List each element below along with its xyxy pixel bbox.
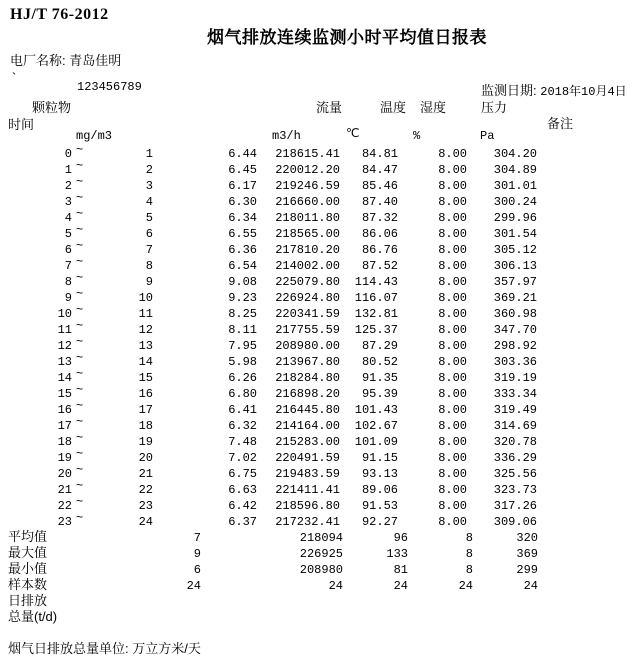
flow-value: 208980.00	[275, 339, 340, 353]
table-row	[0, 383, 642, 402]
hour-end: 21	[138, 467, 153, 481]
hour-start: 8	[64, 275, 72, 289]
pressure-value: 360.98	[493, 307, 537, 321]
particulate-value: 5.98	[228, 355, 257, 369]
pressure-value: 320.78	[493, 435, 537, 449]
temperature-value: 125.37	[354, 323, 398, 337]
pressure-value: 309.06	[493, 515, 537, 529]
humidity-value: 8.00	[438, 291, 467, 305]
tilde-mark: ~	[76, 463, 84, 477]
summary-flow: 226925	[299, 547, 343, 561]
humidity-value: 8.00	[438, 339, 467, 353]
header-temperature: 温度	[380, 100, 407, 115]
table-row	[0, 415, 642, 434]
tilde-mark: ~	[76, 399, 84, 413]
pressure-value: 301.01	[493, 179, 537, 193]
particulate-value: 8.25	[228, 307, 257, 321]
report-title: 烟气排放连续监测小时平均值日报表	[207, 28, 487, 47]
summary-particulate: 6	[193, 563, 201, 577]
humidity-value: 8.00	[438, 323, 467, 337]
hour-end: 12	[138, 323, 153, 337]
particulate-value: 9.23	[228, 291, 257, 305]
particulate-value: 6.37	[228, 515, 257, 529]
pressure-value: 369.21	[493, 291, 537, 305]
summary-label: 日排放	[8, 593, 48, 608]
temperature-value: 92.27	[361, 515, 398, 529]
summary-label: 样本数	[8, 577, 48, 592]
pressure-value: 319.19	[493, 371, 537, 385]
flow-value: 216445.80	[275, 403, 340, 417]
flow-value: 218615.41	[275, 147, 340, 161]
summary-humidity: 24	[458, 579, 473, 593]
flow-value: 216898.20	[275, 387, 340, 401]
temperature-value: 102.67	[354, 419, 398, 433]
flow-value: 214164.00	[275, 419, 340, 433]
plant-name-value: 青岛佳明	[69, 53, 122, 68]
summary-temperature: 81	[393, 563, 408, 577]
particulate-value: 7.48	[228, 435, 257, 449]
particulate-value: 6.36	[228, 243, 257, 257]
table-row	[0, 303, 642, 322]
unit-humidity: %	[413, 129, 421, 143]
standard-number: HJ/T 76-2012	[10, 6, 109, 23]
pressure-value: 323.73	[493, 483, 537, 497]
humidity-value: 8.00	[438, 515, 467, 529]
summary-particulate: 9	[193, 547, 201, 561]
humidity-value: 8.00	[438, 307, 467, 321]
tilde-mark: ~	[76, 255, 84, 269]
temperature-value: 86.06	[361, 227, 398, 241]
particulate-value: 6.63	[228, 483, 257, 497]
pressure-value: 304.89	[493, 163, 537, 177]
hour-end: 19	[138, 435, 153, 449]
temperature-value: 87.52	[361, 259, 398, 273]
particulate-value: 6.55	[228, 227, 257, 241]
table-row	[0, 207, 642, 226]
table-row	[0, 351, 642, 370]
humidity-value: 8.00	[438, 259, 467, 273]
humidity-value: 8.00	[438, 147, 467, 161]
hour-start: 4	[64, 211, 72, 225]
tilde-mark: ~	[76, 207, 84, 221]
hour-end: 24	[138, 515, 153, 529]
flow-value: 225079.80	[275, 275, 340, 289]
pressure-value: 319.49	[493, 403, 537, 417]
hour-start: 2	[64, 179, 72, 193]
summary-label: 最大值	[8, 545, 48, 560]
flow-value: 221411.41	[275, 483, 340, 497]
summary-temperature: 24	[393, 579, 408, 593]
hour-start: 1	[64, 163, 72, 177]
humidity-value: 8.00	[438, 211, 467, 225]
particulate-value: 9.08	[228, 275, 257, 289]
humidity-value: 8.00	[438, 387, 467, 401]
pressure-value: 303.36	[493, 355, 537, 369]
hour-end: 14	[138, 355, 153, 369]
summary-pressure: 369	[516, 547, 538, 561]
hour-end: 1	[145, 147, 153, 161]
pressure-value: 357.97	[493, 275, 537, 289]
humidity-value: 8.00	[438, 467, 467, 481]
table-row	[0, 495, 642, 514]
tilde-mark: ~	[76, 159, 84, 173]
pressure-value: 336.29	[493, 451, 537, 465]
hour-start: 5	[64, 227, 72, 241]
header-particulate: 颗粒物	[32, 100, 72, 115]
hour-end: 9	[145, 275, 153, 289]
monitor-date-value: 2018年10月4日	[540, 85, 627, 99]
hour-start: 13	[57, 355, 72, 369]
hour-start: 14	[57, 371, 72, 385]
pressure-value: 298.92	[493, 339, 537, 353]
monitor-date-label: 监测日期:	[481, 83, 537, 98]
particulate-value: 6.34	[228, 211, 257, 225]
humidity-value: 8.00	[438, 371, 467, 385]
temperature-value: 114.43	[354, 275, 398, 289]
table-row	[0, 175, 642, 194]
temperature-value: 80.52	[361, 355, 398, 369]
hour-start: 19	[57, 451, 72, 465]
hour-end: 18	[138, 419, 153, 433]
summary-humidity: 8	[465, 563, 473, 577]
pressure-value: 325.56	[493, 467, 537, 481]
humidity-value: 8.00	[438, 435, 467, 449]
particulate-value: 6.30	[228, 195, 257, 209]
flow-value: 218596.80	[275, 499, 340, 513]
hour-start: 0	[64, 147, 72, 161]
pressure-value: 305.12	[493, 243, 537, 257]
unit-temperature: ℃	[346, 126, 360, 140]
tilde-mark: ~	[76, 175, 84, 189]
hour-start: 20	[57, 467, 72, 481]
hour-start: 22	[57, 499, 72, 513]
hour-end: 16	[138, 387, 153, 401]
humidity-value: 8.00	[438, 195, 467, 209]
hour-start: 17	[57, 419, 72, 433]
table-row	[0, 159, 642, 178]
table-row	[0, 271, 642, 290]
summary-row	[0, 546, 642, 562]
pressure-value: 299.96	[493, 211, 537, 225]
tilde-mark: ~	[76, 495, 84, 509]
tilde-mark: ~	[76, 367, 84, 381]
temperature-value: 91.35	[361, 371, 398, 385]
header-time: 时间	[8, 117, 35, 132]
summary-row	[0, 530, 642, 546]
tilde-mark: ~	[76, 447, 84, 461]
humidity-value: 8.00	[438, 451, 467, 465]
particulate-value: 6.42	[228, 499, 257, 513]
tilde-mark: ~	[76, 415, 84, 429]
hour-start: 21	[57, 483, 72, 497]
flow-value: 217810.20	[275, 243, 340, 257]
summary-pressure: 299	[516, 563, 538, 577]
particulate-value: 6.45	[228, 163, 257, 177]
flow-value: 217232.41	[275, 515, 340, 529]
unit-particulate: mg/m3	[76, 129, 113, 143]
temperature-value: 116.07	[354, 291, 398, 305]
tilde-mark: ~	[76, 319, 84, 333]
pressure-value: 333.34	[493, 387, 537, 401]
tilde-mark: ~	[76, 239, 84, 253]
tilde-mark: ~	[76, 383, 84, 397]
hour-end: 2	[145, 163, 153, 177]
summary-temperature: 96	[393, 531, 408, 545]
particulate-value: 6.32	[228, 419, 257, 433]
temperature-value: 101.43	[354, 403, 398, 417]
particulate-value: 6.41	[228, 403, 257, 417]
header-pressure: 压力	[481, 100, 508, 115]
humidity-value: 8.00	[438, 243, 467, 257]
hour-start: 3	[64, 195, 72, 209]
hour-start: 23	[57, 515, 72, 529]
tilde-mark: ~	[76, 303, 84, 317]
hour-end: 4	[145, 195, 153, 209]
table-row	[0, 143, 642, 162]
table-row	[0, 367, 642, 386]
header-humidity: 湿度	[420, 100, 447, 115]
pressure-value: 306.13	[493, 259, 537, 273]
tilde-mark: ~	[76, 191, 84, 205]
summary-flow: 218094	[299, 531, 343, 545]
summary-row	[0, 578, 642, 594]
summary-row	[0, 594, 642, 610]
particulate-value: 7.95	[228, 339, 257, 353]
hour-start: 11	[57, 323, 72, 337]
humidity-value: 8.00	[438, 355, 467, 369]
table-row	[0, 511, 642, 530]
hour-start: 7	[64, 259, 72, 273]
hour-start: 9	[64, 291, 72, 305]
summary-label: 最小值	[8, 561, 48, 576]
table-row	[0, 287, 642, 306]
hour-end: 8	[145, 259, 153, 273]
hour-end: 7	[145, 243, 153, 257]
pressure-value: 304.20	[493, 147, 537, 161]
summary-flow: 208980	[299, 563, 343, 577]
hour-end: 20	[138, 451, 153, 465]
humidity-value: 8.00	[438, 483, 467, 497]
summary-particulate: 24	[186, 579, 201, 593]
tilde-mark: ~	[76, 287, 84, 301]
flow-value: 220012.20	[275, 163, 340, 177]
particulate-value: 6.54	[228, 259, 257, 273]
hour-end: 15	[138, 371, 153, 385]
flow-value: 226924.80	[275, 291, 340, 305]
summary-label: 总量(t/d)	[8, 609, 58, 624]
table-row	[0, 447, 642, 466]
tilde-mark: ~	[76, 511, 84, 525]
humidity-value: 8.00	[438, 227, 467, 241]
hour-start: 16	[57, 403, 72, 417]
table-row	[0, 191, 642, 210]
table-row	[0, 223, 642, 242]
tilde-mark: ~	[76, 351, 84, 365]
summary-row	[0, 562, 642, 578]
hour-end: 5	[145, 211, 153, 225]
temperature-value: 101.09	[354, 435, 398, 449]
hour-end: 17	[138, 403, 153, 417]
serial-number: 123456789	[77, 80, 142, 94]
flow-value: 219483.59	[275, 467, 340, 481]
temperature-value: 85.46	[361, 179, 398, 193]
particulate-value: 7.02	[228, 451, 257, 465]
hour-start: 12	[57, 339, 72, 353]
table-row	[0, 463, 642, 482]
pressure-value: 301.54	[493, 227, 537, 241]
table-row	[0, 399, 642, 418]
footer-note: 烟气日排放总量单位: 万立方米/天	[8, 641, 201, 656]
flow-value: 220491.59	[275, 451, 340, 465]
pressure-value: 314.69	[493, 419, 537, 433]
summary-flow: 24	[328, 579, 343, 593]
flow-value: 220341.59	[275, 307, 340, 321]
hour-end: 10	[138, 291, 153, 305]
hour-end: 22	[138, 483, 153, 497]
summary-pressure: 320	[516, 531, 538, 545]
temperature-value: 87.29	[361, 339, 398, 353]
humidity-value: 8.00	[438, 403, 467, 417]
plant-name-line	[10, 50, 121, 69]
particulate-value: 6.44	[228, 147, 257, 161]
hour-start: 10	[57, 307, 72, 321]
summary-pressure: 24	[523, 579, 538, 593]
flow-value: 215283.00	[275, 435, 340, 449]
humidity-value: 8.00	[438, 499, 467, 513]
flow-value: 218011.80	[275, 211, 340, 225]
unit-pressure: Pa	[480, 129, 495, 143]
pressure-value: 300.24	[493, 195, 537, 209]
table-row	[0, 319, 642, 338]
humidity-value: 8.00	[438, 419, 467, 433]
particulate-value: 6.17	[228, 179, 257, 193]
table-row	[0, 239, 642, 258]
humidity-value: 8.00	[438, 163, 467, 177]
hour-start: 18	[57, 435, 72, 449]
temperature-value: 84.81	[361, 147, 398, 161]
header-flow: 流量	[316, 100, 343, 115]
table-row	[0, 335, 642, 354]
temperature-value: 91.15	[361, 451, 398, 465]
flow-value: 219246.59	[275, 179, 340, 193]
summary-particulate: 7	[193, 531, 201, 545]
table-row	[0, 255, 642, 274]
particulate-value: 8.11	[228, 323, 257, 337]
plant-name-label: 电厂名称:	[10, 53, 66, 68]
table-row	[0, 479, 642, 498]
particulate-value: 6.80	[228, 387, 257, 401]
hour-end: 23	[138, 499, 153, 513]
tilde-mark: ~	[76, 223, 84, 237]
hour-end: 3	[145, 179, 153, 193]
tilde-mark: ~	[76, 271, 84, 285]
tilde-mark: ~	[76, 143, 84, 157]
temperature-value: 86.76	[361, 243, 398, 257]
tilde-mark: ~	[76, 335, 84, 349]
particulate-value: 6.26	[228, 371, 257, 385]
humidity-value: 8.00	[438, 275, 467, 289]
humidity-value: 8.00	[438, 179, 467, 193]
temperature-value: 87.32	[361, 211, 398, 225]
tilde-mark: ~	[76, 479, 84, 493]
header-remark: 备注	[547, 116, 574, 131]
summary-row	[0, 610, 642, 626]
hour-start: 6	[64, 243, 72, 257]
hour-end: 11	[138, 307, 153, 321]
hour-end: 6	[145, 227, 153, 241]
temperature-value: 132.81	[354, 307, 398, 321]
pressure-value: 347.70	[493, 323, 537, 337]
summary-label: 平均值	[8, 529, 48, 544]
pressure-value: 317.26	[493, 499, 537, 513]
temperature-value: 91.53	[361, 499, 398, 513]
flow-value: 218565.00	[275, 227, 340, 241]
summary-humidity: 8	[465, 547, 473, 561]
flow-value: 217755.59	[275, 323, 340, 337]
temperature-value: 93.13	[361, 467, 398, 481]
flow-value: 214002.00	[275, 259, 340, 273]
tilde-mark: ~	[76, 431, 84, 445]
unit-flow: m3/h	[272, 129, 301, 143]
hour-start: 15	[57, 387, 72, 401]
temperature-value: 84.47	[361, 163, 398, 177]
tick-mark: `	[12, 70, 17, 85]
particulate-value: 6.75	[228, 467, 257, 481]
summary-humidity: 8	[465, 531, 473, 545]
temperature-value: 87.40	[361, 195, 398, 209]
temperature-value: 89.06	[361, 483, 398, 497]
flow-value: 213967.80	[275, 355, 340, 369]
flow-value: 216660.00	[275, 195, 340, 209]
flow-value: 218284.80	[275, 371, 340, 385]
hour-end: 13	[138, 339, 153, 353]
table-row	[0, 431, 642, 450]
temperature-value: 95.39	[361, 387, 398, 401]
summary-temperature: 133	[386, 547, 408, 561]
